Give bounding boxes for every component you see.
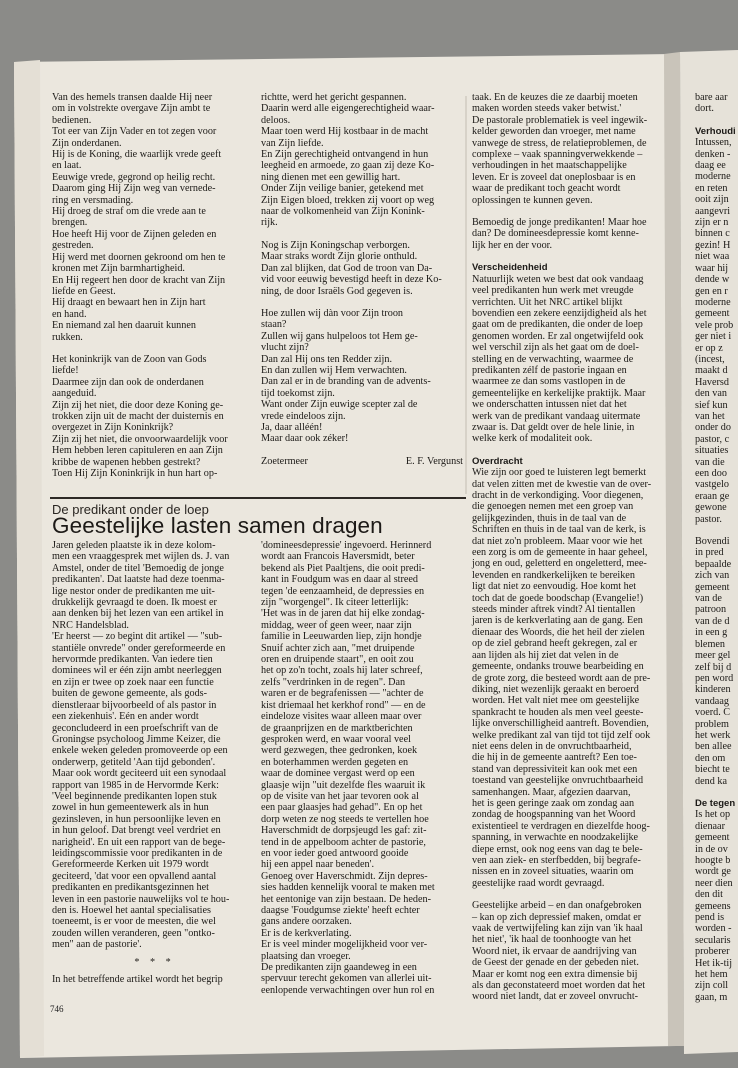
page-number: 746 [50, 1004, 64, 1014]
article-paragraph: Geestelijke arbeid – en dan onafgebroken – kan op zich depressief maken, omdat er vaak de vertwijfeling kan zijn van 'ik haal het niet', 'ik haal de toonhoogte van het Woord niet, ik ervaar de aandrijving van de Geest der genade en der gebeden niet. Maar er komt nog een extra dimensie bij als dan geconstateerd moet worden dat het woord niet landt, dat er zoveel onvrucht- [472, 900, 646, 1003]
stanza-gap [52, 343, 257, 354]
article-column-1 [52, 540, 257, 985]
paragraph-gap [695, 525, 738, 536]
article-paragraph: 'Er heerst — zo begint dit artikel — "sub- stantiële onvrede" onder gereformeerde en hervormde predikanten. Van iedere tien dominees wil er één zijn ambt neerleggen en zijn er twee op zoek naar een functie buiten de gewone gemeente, als gods- dienstleraar bijvoorbeeld of als pastor in een ziekenhuis'. Eén en ander wordt geconcludeerd in een proefschrift van de Groningse psycholoog Jimme Keizer, die enkele weken geleden promoveerde op een onderwerp, getiteld 'Aan tijd gebonden'. Maar ook wordt geciteerd uit een synodaal rapport van 1985 in de Hervormde Kerk: 'Veel beginnende predikanten lopen stuk zowel in hun gemeentewerk als in hun gezinsleven, in hun persoonlijke leven en in hun geloof. Dat brengt veel verdriet en narigheid'. En uit een rapport van de bege- leidingscommissie voor predikanten in de Gereformeerde Kerken uit 1979 wordt geciteerd, 'dat voor een opvallend aantal predikanten en predikantsgezinnen het leven in een pastorie nauwelijks vol te hou- den is. Hoewel het aantal specialisaties toeneemt, is er voor de meesten, die wel zouden willen veranderen, geen "ontko- men" aan de pastorie'. [52, 631, 230, 951]
poem-line: Zullen wij gans hulpeloos tot Hem ge- vlucht zijn? [261, 330, 418, 354]
poem-line: Nog is Zijn Koningschap verborgen. [261, 239, 410, 251]
poem-line: Het koninkrijk van de Zoon van Gods liefde! [52, 353, 207, 377]
poem-line: Hij droeg de straf om die vrede aan te brengen. [52, 206, 206, 229]
article-paragraph: Er is de kerkverlating. [261, 927, 352, 939]
subheading-overdracht: Overdracht [472, 455, 523, 467]
paragraph-gap [472, 251, 668, 262]
article-paragraph: Wie zijn oor goed te luisteren legt bemerkt dat velen zitten met de kwestie van de over- dracht in de verkondiging. Voor diegenen, die genoegen nemen met een groep van gelijkgezinden, thuis in de taal van de Schriften en thuis in de taal van de kerk, is dat niet zo'n probleem. Maar voor wie het een zorg is om de gemeente in haar geheel, jong en oud, geletterd en ongeletterd, mee- levenden en randkerkelijken te bereiken ligt dat niet zo eenvoudig. Hoe komt het toch dat de goede boodschap (Evangelie!) steeds minder aftrek vindt? Al tientallen jaren is de kerkverlating aan de gang. Een dienaar des Woords, die het heil der zielen op de ziel gebrand heeft gekregen, zal er aan lijden als hij ziet dat velen in de gemeente, ondanks trouwe bearbeiding en de grote zorg, die besteed wordt aan de pre- diking, niet wezenlijk geraakt en beroerd worden. Het valt niet mee om geestelijke spankracht te houden als men veel geeste- lijke onverschilligheid aantreft. Bovendien, welke predikant zal van tijd tot tijd zelf ook niet eens delen in de onvruchtbaarheid, die hij in de gemeente aantreft? Een toe- stand van depressiviteit kan ook met een toestand van geestelijke onvruchtbaarheid samenhangen. Maar, afgezien daarvan, het is geen geringe zaak om zondag aan zondag de hoogspanning van het Woord existentieel te verdragen en diezelfde hoog- spanning, in verwachte en noodzakelijke diepe ernst, ook nog eens van dag te bele- ven aan ziek- en sterfbedden, bij begrafe- nissen en in zoveel situaties, waarin om geestelijke raad wordt gevraagd. [472, 467, 652, 889]
paragraph-gap [695, 787, 738, 798]
article-headline: Geestelijke lasten samen dragen [52, 513, 383, 538]
poem-line: Hij is de Koning, die waarlijk vrede geeft en laat. [52, 149, 222, 172]
poem-line: En dan zullen wij Hem verwachten. [261, 364, 407, 376]
poem-line: Eeuwige vrede, gegrond op heilig recht. [52, 171, 216, 183]
poem-line: Toen Hij Zijn Koninkrijk in hun hart op- [52, 468, 218, 479]
cropped-text: Intussen, denken - daag ee moderne en reten ooit zijn aangevri zijn er n binnen c gezin! H niet waa waar hij dende w gen en r moderne gemeent vele prob ger niet i er op z (incest, maakt d Haversd den van sief kun van het onder do pastor, c situaties van die een doo vastgelo eraan ge gewone pastor. [695, 137, 734, 525]
poem-line: Dan zal er in de branding van de advents- tijd toekomst zijn. [261, 376, 431, 399]
poem-line: Hoe zullen wij dàn voor Zijn troon staan? [261, 307, 404, 331]
cropped-text: Is het op dienaar gemeent in de ov hoogte b wordt ge neer dien den dit gemeens pend is worden - secularis proberer Het ik-tij het hem zijn coll gaan, m [695, 809, 733, 1003]
article-paragraph: De pastorale problematiek is veel ingewik- kelder geworden dan vroeger, met name vanwege de stress, de relatieproblemen, de complexe – vaak spanningverwekkende – verhoudingen in het maatschappelijke leven. Er is zoveel dat oneplosbaar is en waar de predikant toch geacht wordt oplossingen te kunnen geven. [472, 114, 648, 206]
article-paragraph: Jaren geleden plaatste ik in deze kolom- men een vraaggesprek met wijlen ds. J. van Amstel, onder de titel 'Bemoedig de jonge predikanten'. Dat laatste had deze toenma- lige nestor onder de predikanten me uit- drukkelijk gevraagd te doen. Ik moest er aan denken bij het lezen van een artikel in NRC Handelsblad. [52, 540, 230, 631]
stanza-gap [261, 229, 463, 240]
poem-line: En niemand zal hen daaruit kunnen rukken. [52, 320, 196, 343]
poem-line: Onder Zijn veilige banier, getekend met Zijn Eigen bloed, trekken zij voort op weg naar de volkomenheid van Zijn Konink- rijk. [261, 183, 435, 229]
signature-place: Zoetermeer [261, 455, 308, 467]
article-divider-rule [50, 497, 466, 499]
poem-line: Ja, daar alléén! [261, 421, 323, 433]
subheading-verscheidenheid: Verscheidenheid [472, 262, 548, 274]
paragraph-gap [472, 445, 668, 456]
poem-line: Maar toen werd Hij kostbaar in de macht van Zijn liefde. [261, 126, 429, 149]
subheading-verhoudingen: Verhoudi [695, 125, 736, 137]
poem-signature [261, 456, 463, 467]
cropped-text: Bovendi in pred bepaalde zich van gemeent van de patroon van de d in een g blemen meer gel zelf bij d pen word kinderen vandaag voerd. C problem het werk ben allee den om biecht te dend ka [695, 536, 734, 787]
poem-line: Hij draagt en bewaart hen in Zijn hart en hand. [52, 297, 206, 320]
article-paragraph: 'domineesdepressie' ingevoerd. Herinnerd wordt aan Francois Haversmidt, beter bekend als Piet Paaltjens, die ooit predi- kant in Foudgum was en daar al streed tegen 'de eenzaamheid, de depressies en zijn "worgengel". Ik citeer letterlijk: [261, 540, 432, 609]
poem-line: Maar daar ook zéker! [261, 433, 349, 445]
stanza-gap [261, 297, 463, 308]
paragraph-gap [472, 206, 668, 217]
article-paragraph: In het betreffende artikel wordt het begrip [52, 974, 223, 986]
article-paragraph: Er is veel minder mogelijkheid voor ver- plaatsing dan vroeger. [261, 939, 428, 962]
poem-line: Van des hemels transen daalde Hij neer om in volstrekte overgave Zijn ambt te bedienen. [52, 92, 213, 126]
poem-line: richtte, werd het gericht gespannen. [261, 92, 407, 103]
poem-line: Dan zal blijken, dat God de troon van Da- vid voor eeuwig bevestigd heeft in deze Ko- ning, de door Israëls God gegeven is. [261, 262, 442, 297]
poem-line: En Hij regeert hen door de kracht van Zijn liefde en Geest. [52, 274, 226, 297]
poem-column-2 [261, 92, 463, 467]
poem-line: Tot eer van Zijn Vader en tot zegen voor Zijn onderdanen. [52, 126, 217, 149]
paragraph-gap [472, 889, 668, 900]
article-paragraph: Genoeg over Haverschmidt. Zijn depres- sies hadden kennelijk vooral te maken met het eentonige van zijn bestaan. De heden- daagse 'Foudgumse ziekte' heeft echter gans andere oorzaken. [261, 870, 435, 928]
article-column-2 [261, 540, 466, 996]
article-quote: 'Het was in de jaren dat hij elke zondag- middag, weer of geen weer, naar zijn familie in Leeuwarden liep, zijn hondje Snuif achter zich aan, "met druipende oren en druipende staart", en ooit zou het op zo'n tocht, zoals hij later schreef, zelfs "verdrinken in de regen". Dan waren er de begrafenissen — "achter de kist driemaal het kerkhof rond" — en de eindeloze visites waar alleen maar over de graanprijzen en de marktberichten gesproken werd, en waar vooral veel werd gezwegen, thee gedronken, koek en boterhammen werden gegeten en waar de dominee vergast werd op een glaasje wijn "uit dezelfde fles waaruit ik op de visite van het jaar tevoren ook al een paar glaasjes had gehad". En op het dorp weten ze nog steeds te vertellen hoe Haverschmidt de dorpsjeugd les gaf: zit- tend in de appelboom achter de pastorie, en voor ieder goed antwoord gooide hij een appel naar beneden'. [261, 608, 429, 871]
poem-line: Daarmee zijn dan ook de onderdanen aangeduid. [52, 376, 204, 400]
poem-line: Want onder Zijn euwige scepter zal de vrede eindeloos zijn. [261, 399, 418, 422]
article-paragraph: De predikanten zijn gaandeweg in een spervuur terecht gekomen van allerlei uit- eenlopende verwachtingen over hun rol en [261, 962, 435, 996]
poem-line: Hij werd met doornen gekroond om hen te kronen met Zijn barmhartigheid. [52, 251, 226, 275]
poem-line: En Zijn gerechtigheid ontvangend in hun leegheid en armoede, zo gaan zij deze Ko- ning dienen met een gewillig hart. [261, 149, 435, 183]
poem-column-1 [52, 92, 257, 479]
poem-line: Zijn zij het niet, die onvoorwaardelijk voor Hem hebben leren capituleren en aan Zijn kribbe de wapenen hebben gestrekt? [52, 433, 228, 468]
poem-line: Dan zal Hij ons ten Redder zijn. [261, 353, 392, 365]
stanza-gap [261, 445, 463, 456]
poem-line: Maar straks wordt Zijn glorie onthuld. [261, 251, 418, 263]
poem-line: Daarin werd alle eigengerechtigheid waar- deloos. [261, 103, 435, 126]
article-column-3 [472, 92, 668, 1003]
poem-line: Hoe heeft Hij voor de Zijnen geleden en gestreden. [52, 228, 217, 252]
article-paragraph: Natuurlijk weten we best dat ook vandaag veel predikanten hun werk met vreugde verrichten. Uit het NRC artikel blijkt bovendien een zekere eenzijdigheid als het gaat om de predikanten, die onder de loep genomen worden. Er zal ongetwijfeld ook wel verschil zijn als het gaat om de doel- stelling en de verwachting, waarmee de predikanten zélf de pastorie ingaan en waarmee ze dan soms vastlopen in de gemeentelijke en kerkelijke praktijk. Maar we onderschatten intussen niet dat het werk van de predikant vandaag uitermate zwaar is. Dat geldt over de hele linie, in welke kerk of modaliteit ook. [472, 273, 647, 445]
signature-author: E. F. Vergunst [405, 455, 463, 467]
next-page-column [695, 92, 738, 1003]
poem-line: Daarom ging Hij Zijn weg van vernede- ring en versmading. [52, 183, 216, 206]
poem-line: Zijn zij het niet, die door deze Koning ge- trokken zijn uit de macht der duisternis en overgezet in Zijn Koninkrijk? [52, 399, 224, 434]
article-kicker: De predikant onder de loep [52, 502, 209, 517]
article-paragraph: taak. En de keuzes die ze daarbij moeten maken worden steeds vaker betwist.' [472, 92, 638, 115]
cropped-text: bare aar dort. [695, 92, 728, 115]
subheading-de-tegen: De tegen [695, 797, 736, 809]
article-paragraph: Bemoedig de jonge predikanten! Maar hoe dan? De domineesdepressie komt kenne- lijk her en der voor. [472, 217, 647, 251]
paragraph-gap [695, 115, 738, 126]
section-separator-stars: * * * [134, 956, 175, 968]
